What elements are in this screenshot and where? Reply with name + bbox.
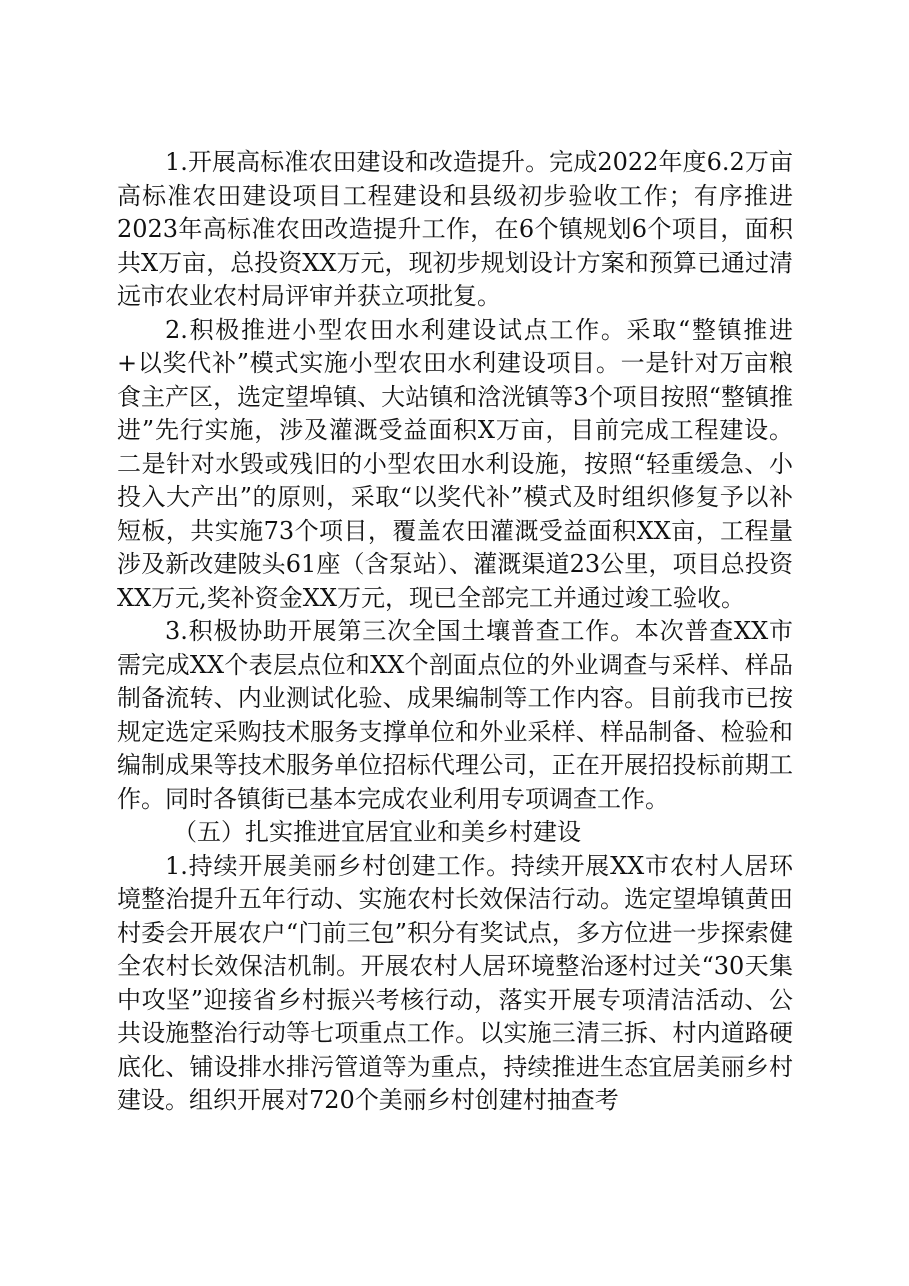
section-heading-livable-villages: （五）扎实推进宜居宜业和美乡村建设: [173, 818, 581, 846]
document-body: [117, 146, 793, 1118]
paragraph-soil-census: 3.积极协助开展第三次全国土壤普查工作。本次普查XX市需完成XX个表层点位和XX个剖面点位的外业调查与采样、样品制备流转、内业测试化验、成果编制等工作内容。目前我市已按规定选定采购技术服务支撑单位和外业采样、样品制备、检验和编制成果等技术服务单位招标代理公司，正在开展招投标前期工作。同时各镇街已基本完成农业利用专项调查工作。: [117, 617, 793, 813]
paragraph-irrigation-pilot: 2.积极推进小型农田水利建设试点工作。采取“整镇推进+以奖代补”模式实施小型农田水利建设项目。一是针对万亩粮食主产区，选定望埠镇、大站镇和浛洸镇等3个项目按照“整镇推进”先行实施，涉及灌溉受益面积X万亩，目前完成工程建设。二是针对水毁或残旧的小型农田水利设施，按照“轻重缓急、小投入大产出”的原则，采取“以奖代补”模式及时组织修复予以补短板，共实施73个项目，覆盖农田灌溉受益面积XX亩，工程量涉及新改建陂头61座（含泵站）、灌溉渠道23公里，项目总投资XX万元,奖补资金XX万元，现已全部完工并通过竣工验收。: [117, 315, 793, 612]
paragraph-beautiful-villages: 1.持续开展美丽乡村创建工作。持续开展XX市农村人居环境整治提升五年行动、实施农村长效保洁行动。选定望埠镇黄田村委会开展农户“门前三包”积分有奖试点，多方位进一步探索健全农村长效保洁机制。开展农村人居环境整治逐村过关“30天集中攻坚”迎接省乡村振兴考核行动，落实开展专项清洁活动、公共设施整治行动等七项重点工作。以实施三清三拆、村内道路硬底化、铺设排水排污管道等为重点，持续推进生态宜居美丽乡村建设。组织开展对720个美丽乡村创建村抽查考: [117, 851, 793, 1114]
paragraph-farmland-construction: 1.开展高标准农田建设和改造提升。完成2022年度6.2万亩高标准农田建设项目工程建设和县级初步验收工作；有序推进2023年高标准农田改造提升工作，在6个镇规划6个项目，面积共X万亩，总投资XX万元，现初步规划设计方案和预算已通过清远市农业农村局评审并获立项批复。: [117, 148, 793, 310]
